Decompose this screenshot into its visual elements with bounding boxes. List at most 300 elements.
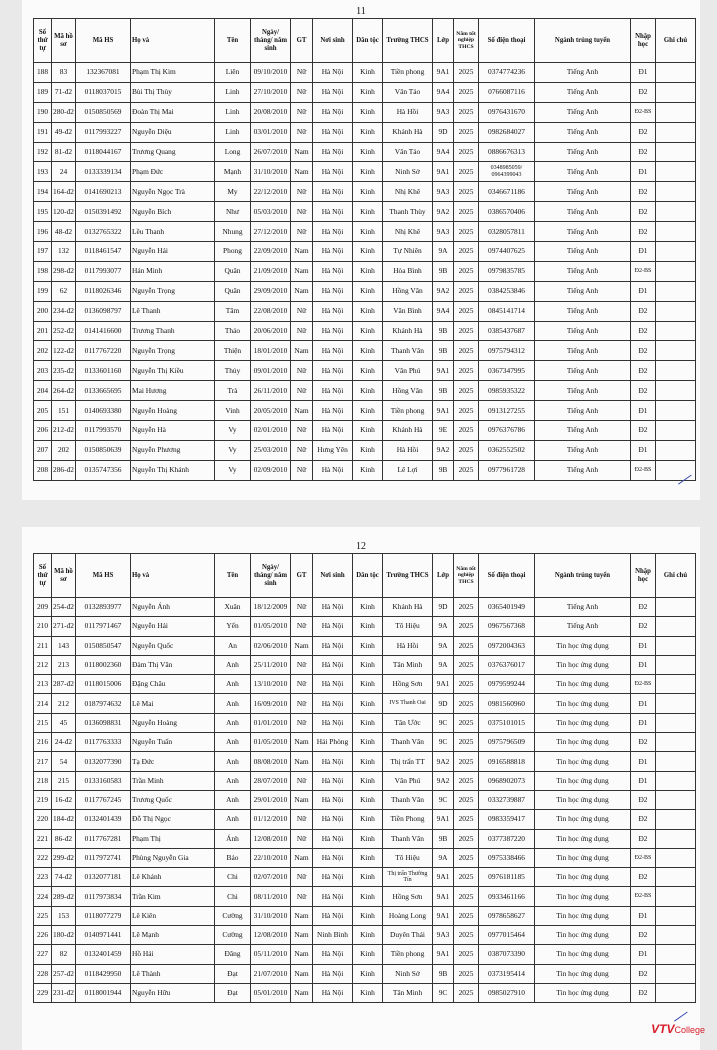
cell-nam-tot-nghiep: 2025	[454, 752, 479, 771]
cell-ngay-sinh: 22/09/2010	[251, 242, 291, 262]
cell-ngay-sinh: 18/01/2010	[251, 341, 291, 361]
cell-so-dien-thoai: 0367347995	[479, 361, 535, 381]
cell-ten: Bảo	[215, 848, 251, 867]
cell-ghi-chu	[656, 964, 696, 983]
cell-truong: Hồng Vân	[383, 381, 433, 401]
signature-mark	[668, 1003, 687, 1021]
cell-ho-va: Nguyễn Trọng	[131, 341, 215, 361]
cell-so-dien-thoai: 0974407625	[479, 242, 535, 262]
cell-ghi-chu	[656, 829, 696, 848]
cell-ho-va: Lều Thanh	[131, 222, 215, 242]
cell-noi-sinh: Hà Nội	[313, 887, 353, 906]
cell-lop: 9A3	[433, 222, 454, 242]
cell-ho-va: Nguyễn Hữu	[131, 983, 215, 1002]
cell-ho-va: Đặng Châu	[131, 675, 215, 694]
cell-so-dien-thoai: 0976376786	[479, 421, 535, 441]
cell-ten: Chi	[215, 868, 251, 887]
cell-ma-ho-so: 24-đ2	[52, 733, 76, 752]
cell-noi-sinh: Hà Nội	[313, 713, 353, 732]
cell-ma-ho-so: 234-đ2	[52, 301, 76, 321]
cell-dan-toc: Kinh	[353, 964, 383, 983]
cell-nhap-hoc: Đ2	[631, 321, 656, 341]
cell-ma-hs: 0132077390	[76, 752, 131, 771]
table-row	[34, 401, 696, 421]
cell-truong: Vân Tảo	[383, 142, 433, 162]
cell-nganh: Tiếng Anh	[535, 598, 631, 617]
cell-dan-toc: Kinh	[353, 694, 383, 713]
cell-ho-va: Hồ Hải	[131, 945, 215, 964]
cell-ma-hs: 0118429950	[76, 964, 131, 983]
cell-nganh: Tiếng Anh	[535, 202, 631, 222]
cell-gt: Nam	[291, 401, 313, 421]
cell-ho-va: Nguyễn Phương	[131, 440, 215, 460]
cell-so-dien-thoai: 0978658627	[479, 906, 535, 925]
cell-ho-va: Nguyễn Bích	[131, 202, 215, 222]
cell-gt: Nam	[291, 906, 313, 925]
cell-ma-ho-so: 213	[52, 655, 76, 674]
cell-ma-ho-so: 54	[52, 752, 76, 771]
cell-truong: Nhị Khê	[383, 182, 433, 202]
cell-nhap-hoc: Đ1	[631, 655, 656, 674]
cell-nam-tot-nghiep: 2025	[454, 636, 479, 655]
cell-noi-sinh: Hà Nội	[313, 752, 353, 771]
cell-nhap-hoc: Đ2	[631, 983, 656, 1002]
cell-ho-va: Tạ Đức	[131, 752, 215, 771]
cell-ten: An	[215, 636, 251, 655]
table-row	[34, 790, 696, 809]
cell-ghi-chu	[656, 752, 696, 771]
cell-so-dien-thoai: 0979599244	[479, 675, 535, 694]
cell-ma-hs: 0132077181	[76, 868, 131, 887]
cell-ho-va: Bùi Thị Thùy	[131, 82, 215, 102]
cell-nam-tot-nghiep: 2025	[454, 964, 479, 983]
cell-nam-tot-nghiep: 2025	[454, 162, 479, 182]
cell-ghi-chu	[656, 301, 696, 321]
cell-noi-sinh: Hà Nội	[313, 460, 353, 480]
cell-ma-ho-so: 235-đ2	[52, 361, 76, 381]
cell-dan-toc: Kinh	[353, 82, 383, 102]
cell-ten: Vy	[215, 421, 251, 441]
cell-stt: 219	[34, 790, 52, 809]
cell-lop: 9A1	[433, 361, 454, 381]
table-row	[34, 440, 696, 460]
cell-nam-tot-nghiep: 2025	[454, 694, 479, 713]
table-header-row	[34, 19, 696, 63]
cell-ten: Đăng	[215, 945, 251, 964]
cell-lop: 9A	[433, 655, 454, 674]
cell-ten: Đạt	[215, 964, 251, 983]
cell-ngay-sinh: 02/07/2010	[251, 868, 291, 887]
cell-nhap-hoc: Đ1	[631, 440, 656, 460]
cell-lop: 9B	[433, 261, 454, 281]
cell-ghi-chu	[656, 617, 696, 636]
cell-dan-toc: Kinh	[353, 636, 383, 655]
cell-ma-ho-so: 83	[52, 63, 76, 83]
cell-nganh: Tiếng Anh	[535, 381, 631, 401]
cell-nganh: Tin học ứng dụng	[535, 675, 631, 694]
cell-ngay-sinh: 02/01/2010	[251, 421, 291, 441]
cell-stt: 205	[34, 401, 52, 421]
cell-lop: 9A4	[433, 82, 454, 102]
cell-ten: Anh	[215, 771, 251, 790]
cell-ngay-sinh: 08/08/2010	[251, 752, 291, 771]
cell-ma-hs: 0118001944	[76, 983, 131, 1002]
cell-gt: Nữ	[291, 460, 313, 480]
cell-lop: 9A3	[433, 102, 454, 122]
cell-ma-hs: 0140693380	[76, 401, 131, 421]
cell-ngay-sinh: 31/10/2010	[251, 162, 291, 182]
cell-truong: Khánh Hà	[383, 122, 433, 142]
cell-ghi-chu	[656, 182, 696, 202]
header-dan-toc: Dân tộc	[353, 19, 383, 63]
cell-noi-sinh: Hà Nội	[313, 63, 353, 83]
cell-ten: Trà	[215, 381, 251, 401]
cell-ghi-chu	[656, 202, 696, 222]
cell-gt: Nữ	[291, 182, 313, 202]
cell-noi-sinh: Hà Nội	[313, 321, 353, 341]
cell-gt: Nam	[291, 848, 313, 867]
cell-ten: Anh	[215, 713, 251, 732]
cell-gt: Nữ	[291, 771, 313, 790]
cell-nam-tot-nghiep: 2025	[454, 655, 479, 674]
cell-ngay-sinh: 05/11/2010	[251, 945, 291, 964]
table-row	[34, 321, 696, 341]
cell-ho-va: Nguyễn Hải	[131, 242, 215, 262]
cell-ma-hs: 0117971467	[76, 617, 131, 636]
cell-so-dien-thoai: 0975338466	[479, 848, 535, 867]
cell-ho-va: Nguyễn Diệu	[131, 122, 215, 142]
cell-dan-toc: Kinh	[353, 182, 383, 202]
cell-ma-ho-so: 254-đ2	[52, 598, 76, 617]
table-row	[34, 142, 696, 162]
cell-nhap-hoc: Đ1	[631, 945, 656, 964]
cell-dan-toc: Kinh	[353, 868, 383, 887]
cell-ngay-sinh: 25/03/2010	[251, 440, 291, 460]
cell-nganh: Tin học ứng dụng	[535, 926, 631, 945]
cell-lop: 9A1	[433, 162, 454, 182]
cell-nhap-hoc: Đ1	[631, 401, 656, 421]
header-truong: Trường THCS	[383, 19, 433, 63]
cell-ma-ho-so: 164-đ2	[52, 182, 76, 202]
cell-ngay-sinh: 26/07/2010	[251, 142, 291, 162]
table-row	[34, 261, 696, 281]
cell-dan-toc: Kinh	[353, 63, 383, 83]
header-ma-ho-so: Mã hồ sơ	[52, 19, 76, 63]
cell-stt: 203	[34, 361, 52, 381]
cell-dan-toc: Kinh	[353, 321, 383, 341]
cell-gt: Nữ	[291, 361, 313, 381]
cell-lop: 9D	[433, 598, 454, 617]
cell-ghi-chu	[656, 790, 696, 809]
cell-stt: 217	[34, 752, 52, 771]
cell-truong: Hà Hồi	[383, 440, 433, 460]
cell-ma-hs: 0187974632	[76, 694, 131, 713]
cell-ghi-chu	[656, 242, 696, 262]
cell-truong: Thanh Văn	[383, 341, 433, 361]
cell-lop: 9A	[433, 242, 454, 262]
cell-ghi-chu	[656, 636, 696, 655]
table-row	[34, 810, 696, 829]
cell-ten: Cường	[215, 926, 251, 945]
cell-ma-hs: 0117993227	[76, 122, 131, 142]
cell-gt: Nữ	[291, 810, 313, 829]
cell-stt: 212	[34, 655, 52, 674]
cell-nganh: Tiếng Anh	[535, 222, 631, 242]
cell-dan-toc: Kinh	[353, 281, 383, 301]
header-noi-sinh: Nơi sinh	[313, 19, 353, 63]
cell-lop: 9B	[433, 341, 454, 361]
cell-nhap-hoc: Đ2	[631, 421, 656, 441]
cell-lop: 9A1	[433, 887, 454, 906]
cell-nhap-hoc: Đ2	[631, 926, 656, 945]
cell-nam-tot-nghiep: 2025	[454, 182, 479, 202]
cell-nganh: Tin học ứng dụng	[535, 945, 631, 964]
cell-noi-sinh: Hà Nội	[313, 829, 353, 848]
cell-noi-sinh: Hà Nội	[313, 421, 353, 441]
cell-so-dien-thoai: 0373195414	[479, 964, 535, 983]
cell-ma-ho-so: 215	[52, 771, 76, 790]
header-ngay-sinh: Ngày/ tháng/ năm sinh	[251, 19, 291, 63]
cell-ten: My	[215, 182, 251, 202]
cell-dan-toc: Kinh	[353, 829, 383, 848]
cell-ma-hs: 0133601160	[76, 361, 131, 381]
cell-truong: Hòa Bình	[383, 261, 433, 281]
cell-so-dien-thoai: 0375101015	[479, 713, 535, 732]
cell-stt: 209	[34, 598, 52, 617]
cell-truong: Tô Hiệu	[383, 848, 433, 867]
cell-truong: Tân Minh	[383, 983, 433, 1002]
cell-nhap-hoc: Đ2	[631, 202, 656, 222]
cell-truong: Hoàng Long	[383, 906, 433, 925]
cell-ghi-chu	[656, 381, 696, 401]
cell-ho-va: Nguyễn Ngọc Trà	[131, 182, 215, 202]
cell-noi-sinh: Hà Nội	[313, 142, 353, 162]
cell-nganh: Tiếng Anh	[535, 142, 631, 162]
cell-nam-tot-nghiep: 2025	[454, 102, 479, 122]
cell-ho-va: Trương Quốc	[131, 790, 215, 809]
cell-ghi-chu	[656, 421, 696, 441]
header-ho-va: Họ và	[131, 19, 215, 63]
cell-so-dien-thoai: 0346671186	[479, 182, 535, 202]
cell-dan-toc: Kinh	[353, 162, 383, 182]
cell-ma-ho-so: 49-đ2	[52, 122, 76, 142]
cell-truong: Tân Ước	[383, 713, 433, 732]
table-row	[34, 655, 696, 674]
cell-nam-tot-nghiep: 2025	[454, 906, 479, 925]
cell-ten: Thảo	[215, 321, 251, 341]
cell-gt: Nam	[291, 964, 313, 983]
cell-gt: Nữ	[291, 617, 313, 636]
cell-ngay-sinh: 29/09/2010	[251, 281, 291, 301]
cell-ma-hs: 0141690213	[76, 182, 131, 202]
cell-ho-va: Trần Kim	[131, 887, 215, 906]
cell-nam-tot-nghiep: 2025	[454, 341, 479, 361]
cell-nhap-hoc: Đ2	[631, 142, 656, 162]
header-ma-ho-so: Mã hồ sơ	[52, 554, 76, 598]
cell-ma-hs: 0132401459	[76, 945, 131, 964]
cell-ten: Anh	[215, 790, 251, 809]
cell-ten: Long	[215, 142, 251, 162]
cell-noi-sinh: Hà Nội	[313, 182, 353, 202]
cell-stt: 227	[34, 945, 52, 964]
cell-ngay-sinh: 09/01/2010	[251, 361, 291, 381]
cell-gt: Nữ	[291, 598, 313, 617]
cell-ho-va: Phạm Đức	[131, 162, 215, 182]
cell-ma-hs: 0118077279	[76, 906, 131, 925]
cell-truong: IVS Thanh Oai	[383, 694, 433, 713]
cell-truong: Tiền phong	[383, 63, 433, 83]
cell-noi-sinh: Hải Phòng	[313, 733, 353, 752]
cell-ghi-chu	[656, 142, 696, 162]
cell-ma-ho-so: 120-đ2	[52, 202, 76, 222]
cell-ma-ho-so: 280-đ2	[52, 102, 76, 122]
cell-gt: Nữ	[291, 675, 313, 694]
cell-dan-toc: Kinh	[353, 848, 383, 867]
cell-truong: Thanh Thùy	[383, 202, 433, 222]
cell-nganh: Tiếng Anh	[535, 341, 631, 361]
cell-nam-tot-nghiep: 2025	[454, 381, 479, 401]
table-row	[34, 906, 696, 925]
cell-ho-va: Nguyễn Ánh	[131, 598, 215, 617]
cell-ngay-sinh: 16/09/2010	[251, 694, 291, 713]
cell-so-dien-thoai: 0976181185	[479, 868, 535, 887]
cell-stt: 214	[34, 694, 52, 713]
cell-nganh: Tiếng Anh	[535, 401, 631, 421]
cell-lop: 9B	[433, 381, 454, 401]
cell-dan-toc: Kinh	[353, 261, 383, 281]
cell-noi-sinh: Hà Nội	[313, 636, 353, 655]
cell-ngay-sinh: 01/05/2010	[251, 617, 291, 636]
cell-noi-sinh: Hà Nội	[313, 675, 353, 694]
cell-noi-sinh: Hà Nội	[313, 771, 353, 790]
cell-ma-hs: 0136098797	[76, 301, 131, 321]
cell-lop: 9A2	[433, 752, 454, 771]
table-row	[34, 598, 696, 617]
cell-noi-sinh: Hà Nội	[313, 122, 353, 142]
cell-noi-sinh: Hà Nội	[313, 401, 353, 421]
cell-ma-hs: 0132893977	[76, 598, 131, 617]
cell-noi-sinh: Hà Nội	[313, 848, 353, 867]
table-row	[34, 82, 696, 102]
cell-ngay-sinh: 20/08/2010	[251, 102, 291, 122]
cell-ten: Anh	[215, 675, 251, 694]
cell-ghi-chu	[656, 926, 696, 945]
header-nam-tot-nghiep: Năm tốt nghiệp THCS	[454, 554, 479, 598]
cell-ma-ho-so: 202	[52, 440, 76, 460]
cell-stt: 216	[34, 733, 52, 752]
cell-ma-ho-so: 71-đ2	[52, 82, 76, 102]
cell-truong: Tân Minh	[383, 655, 433, 674]
table-row	[34, 983, 696, 1002]
cell-truong: Hà Hồi	[383, 636, 433, 655]
cell-gt: Nữ	[291, 63, 313, 83]
cell-nhap-hoc: Đ1	[631, 906, 656, 925]
cell-ho-va: Trương Thanh	[131, 321, 215, 341]
cell-noi-sinh: Hà Nội	[313, 242, 353, 262]
cell-lop: 9C	[433, 983, 454, 1002]
cell-ngay-sinh: 12/08/2010	[251, 829, 291, 848]
header-ghi-chu: Ghi chú	[656, 554, 696, 598]
cell-noi-sinh: Hà Nội	[313, 82, 353, 102]
cell-nam-tot-nghiep: 2025	[454, 733, 479, 752]
cell-stt: 197	[34, 242, 52, 262]
cell-nam-tot-nghiep: 2025	[454, 281, 479, 301]
cell-gt: Nam	[291, 162, 313, 182]
cell-ho-va: Lê Khánh	[131, 868, 215, 887]
cell-ten: Phong	[215, 242, 251, 262]
cell-nam-tot-nghiep: 2025	[454, 617, 479, 636]
cell-truong: Khánh Hà	[383, 598, 433, 617]
cell-ten: Quân	[215, 261, 251, 281]
cell-ma-ho-so: 122-đ2	[52, 341, 76, 361]
cell-ho-va: Đỗ Thị Ngọc	[131, 810, 215, 829]
cell-nganh: Tin học ứng dụng	[535, 636, 631, 655]
cell-dan-toc: Kinh	[353, 301, 383, 321]
cell-nganh: Tiếng Anh	[535, 321, 631, 341]
cell-nhap-hoc: Đ2	[631, 810, 656, 829]
cell-so-dien-thoai: 0886676313	[479, 142, 535, 162]
table-row	[34, 868, 696, 887]
header-lop: Lớp	[433, 19, 454, 63]
cell-dan-toc: Kinh	[353, 598, 383, 617]
cell-ma-ho-so: 24	[52, 162, 76, 182]
cell-nhap-hoc: Đ2	[631, 222, 656, 242]
cell-gt: Nam	[291, 281, 313, 301]
cell-nganh: Tin học ứng dụng	[535, 771, 631, 790]
cell-so-dien-thoai: 0979835785	[479, 261, 535, 281]
cell-nam-tot-nghiep: 2025	[454, 82, 479, 102]
cell-truong: Hồng Vân	[383, 281, 433, 301]
table-row	[34, 63, 696, 83]
cell-stt: 194	[34, 182, 52, 202]
cell-truong: Thị trấn Thường Tín	[383, 868, 433, 887]
cell-nhap-hoc: Đ2	[631, 381, 656, 401]
cell-ma-hs: 0136098831	[76, 713, 131, 732]
header-ho-va: Họ và	[131, 554, 215, 598]
cell-gt: Nữ	[291, 829, 313, 848]
cell-ten: Vy	[215, 440, 251, 460]
cell-nhap-hoc: Đ2	[631, 301, 656, 321]
cell-gt: Nam	[291, 636, 313, 655]
cell-ma-ho-so: 257-đ2	[52, 964, 76, 983]
cell-so-dien-thoai: 0362552502	[479, 440, 535, 460]
cell-ngay-sinh: 13/10/2010	[251, 675, 291, 694]
cell-ngay-sinh: 09/10/2010	[251, 63, 291, 83]
cell-ngay-sinh: 21/07/2010	[251, 964, 291, 983]
cell-stt: 199	[34, 281, 52, 301]
cell-nhap-hoc: Đ2	[631, 964, 656, 983]
cell-ho-va: Phùng Nguyễn Gia	[131, 848, 215, 867]
vtv-college-logo	[651, 1022, 705, 1036]
cell-stt: 228	[34, 964, 52, 983]
cell-ma-hs: 0117973834	[76, 887, 131, 906]
cell-gt: Nữ	[291, 440, 313, 460]
cell-ho-va: Nguyễn Hoàng	[131, 713, 215, 732]
cell-ngay-sinh: 26/11/2010	[251, 381, 291, 401]
cell-ngay-sinh: 27/10/2010	[251, 82, 291, 102]
cell-lop: 9C	[433, 713, 454, 732]
cell-nam-tot-nghiep: 2025	[454, 202, 479, 222]
cell-ma-hs: 0117972741	[76, 848, 131, 867]
cell-ho-va: Lê Mạnh	[131, 926, 215, 945]
table-row	[34, 361, 696, 381]
cell-gt: Nữ	[291, 222, 313, 242]
cell-stt: 223	[34, 868, 52, 887]
cell-nganh: Tiếng Anh	[535, 460, 631, 480]
cell-ten: Ánh	[215, 829, 251, 848]
header-truong: Trường THCS	[383, 554, 433, 598]
cell-lop: 9B	[433, 964, 454, 983]
